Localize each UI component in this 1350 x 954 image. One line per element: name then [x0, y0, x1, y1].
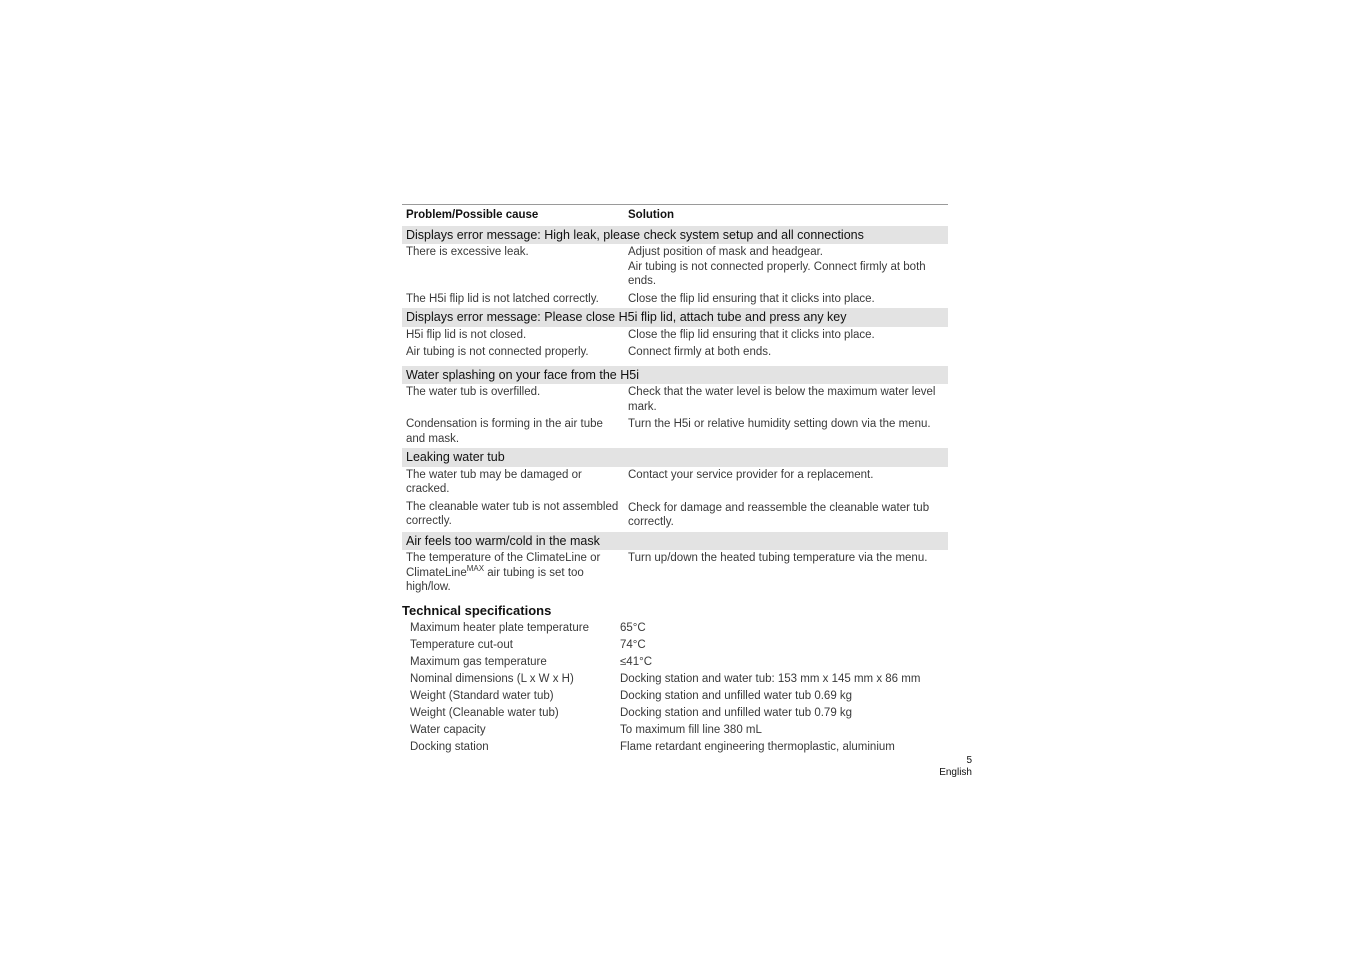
section-heading — [402, 448, 948, 467]
table-row — [402, 499, 948, 532]
spec-label: Temperature cut-out — [410, 638, 513, 651]
spec-value: Docking station and unfilled water tub 0.79 kg — [620, 706, 853, 719]
cause-text: air tubing is set too high/low. — [406, 566, 584, 593]
spec-value: ≤41°C — [620, 655, 653, 668]
table-row — [402, 244, 948, 291]
document-page — [402, 204, 948, 756]
solution-cell: Check that the water level is below the maximum water level mark. — [628, 386, 936, 413]
section-title: Water splashing on your face from the H5i — [402, 366, 948, 385]
cause-cell: Condensation is forming in the air tube and mask. — [406, 418, 603, 445]
troubleshooting-table — [402, 204, 948, 597]
solution-cell: Close the flip lid ensuring that it clicks into place. — [628, 292, 875, 305]
cause-cell — [402, 550, 624, 597]
section-title: Displays error message: High leak, please check system setup and all connections — [402, 226, 948, 245]
spec-label: Weight (Standard water tub) — [410, 689, 554, 702]
spec-label: Water capacity — [410, 723, 486, 736]
section-heading — [402, 226, 948, 245]
spec-label: Maximum gas temperature — [410, 655, 547, 668]
spec-value: Flame retardant engineering thermoplastic, aluminium — [620, 740, 895, 753]
specs-table — [406, 620, 924, 756]
solution-cell — [624, 244, 948, 291]
cause-cell: Air tubing is not connected properly. — [406, 346, 589, 358]
cause-cell: The water tub is overfilled. — [406, 386, 541, 398]
spec-row — [406, 688, 924, 705]
spec-row — [406, 654, 924, 671]
section-heading — [402, 366, 948, 385]
table-row — [402, 467, 948, 499]
spec-row — [406, 620, 924, 637]
section-heading — [402, 308, 948, 327]
cause-cell: The cleanable water tub is not assembled correctly. — [406, 500, 619, 527]
section-title: Displays error message: Please close H5i flip lid, attach tube and press any key — [402, 308, 948, 327]
section-title: Air feels too warm/cold in the mask — [402, 532, 948, 551]
spec-label: Maximum heater plate temperature — [410, 621, 589, 634]
spec-value: To maximum fill line 380 mL — [620, 723, 762, 736]
cause-cell: The water tub may be damaged or cracked. — [406, 468, 582, 495]
spec-row — [406, 722, 924, 739]
spec-value: 65°C — [620, 621, 646, 634]
spec-value: 74°C — [620, 638, 646, 651]
spec-label: Weight (Cleanable water tub) — [410, 706, 559, 719]
section-title: Leaking water tub — [402, 448, 948, 467]
table-row — [402, 344, 948, 366]
spec-value: Docking station and water tub: 153 mm x 145 mm x 86 mm — [620, 672, 921, 685]
spec-row — [406, 637, 924, 654]
solution-cell: Turn the H5i or relative humidity setting down via the menu. — [628, 418, 931, 430]
solution-cell: Connect firmly at both ends. — [628, 346, 772, 358]
section-heading — [402, 532, 948, 551]
page-number: 5 — [966, 755, 972, 766]
language-label: English — [939, 767, 972, 778]
header-problem: Problem/Possible cause — [406, 209, 539, 221]
spec-row — [406, 671, 924, 688]
spec-value: Docking station and unfilled water tub 0.69 kg — [620, 689, 853, 702]
solution-line: Adjust position of mask and headgear. — [628, 246, 823, 258]
solution-cell: Check for damage and reassemble the cleanable water tub correctly. — [628, 501, 930, 528]
page-footer — [928, 755, 972, 779]
solution-line: Air tubing is not connected properly. Connect firmly at both ends. — [628, 260, 926, 287]
table-row — [402, 416, 948, 448]
table-row — [402, 384, 948, 416]
table-row — [402, 550, 948, 597]
cause-text: The temperature of the ClimateLine or ClimateLine — [406, 552, 601, 579]
spec-row — [406, 739, 924, 756]
table-row — [402, 327, 948, 345]
solution-cell: Contact your service provider for a replacement. — [628, 468, 874, 481]
header-solution: Solution — [628, 209, 674, 221]
cause-cell: The H5i flip lid is not latched correctly. — [406, 292, 599, 305]
solution-cell: Turn up/down the heated tubing temperature via the menu. — [628, 552, 928, 564]
table-row — [402, 291, 948, 309]
cause-cell: H5i flip lid is not closed. — [406, 328, 527, 341]
cause-cell: There is excessive leak. — [406, 246, 529, 258]
technical-specifications-heading: Technical specifications — [402, 602, 552, 618]
spec-row — [406, 705, 924, 722]
solution-cell: Close the flip lid ensuring that it clicks into place. — [628, 328, 875, 341]
superscript-max: MAX — [466, 563, 485, 573]
spec-label: Docking station — [410, 740, 489, 753]
table-header-row — [402, 205, 948, 226]
spec-label: Nominal dimensions (L x W x H) — [410, 672, 574, 685]
